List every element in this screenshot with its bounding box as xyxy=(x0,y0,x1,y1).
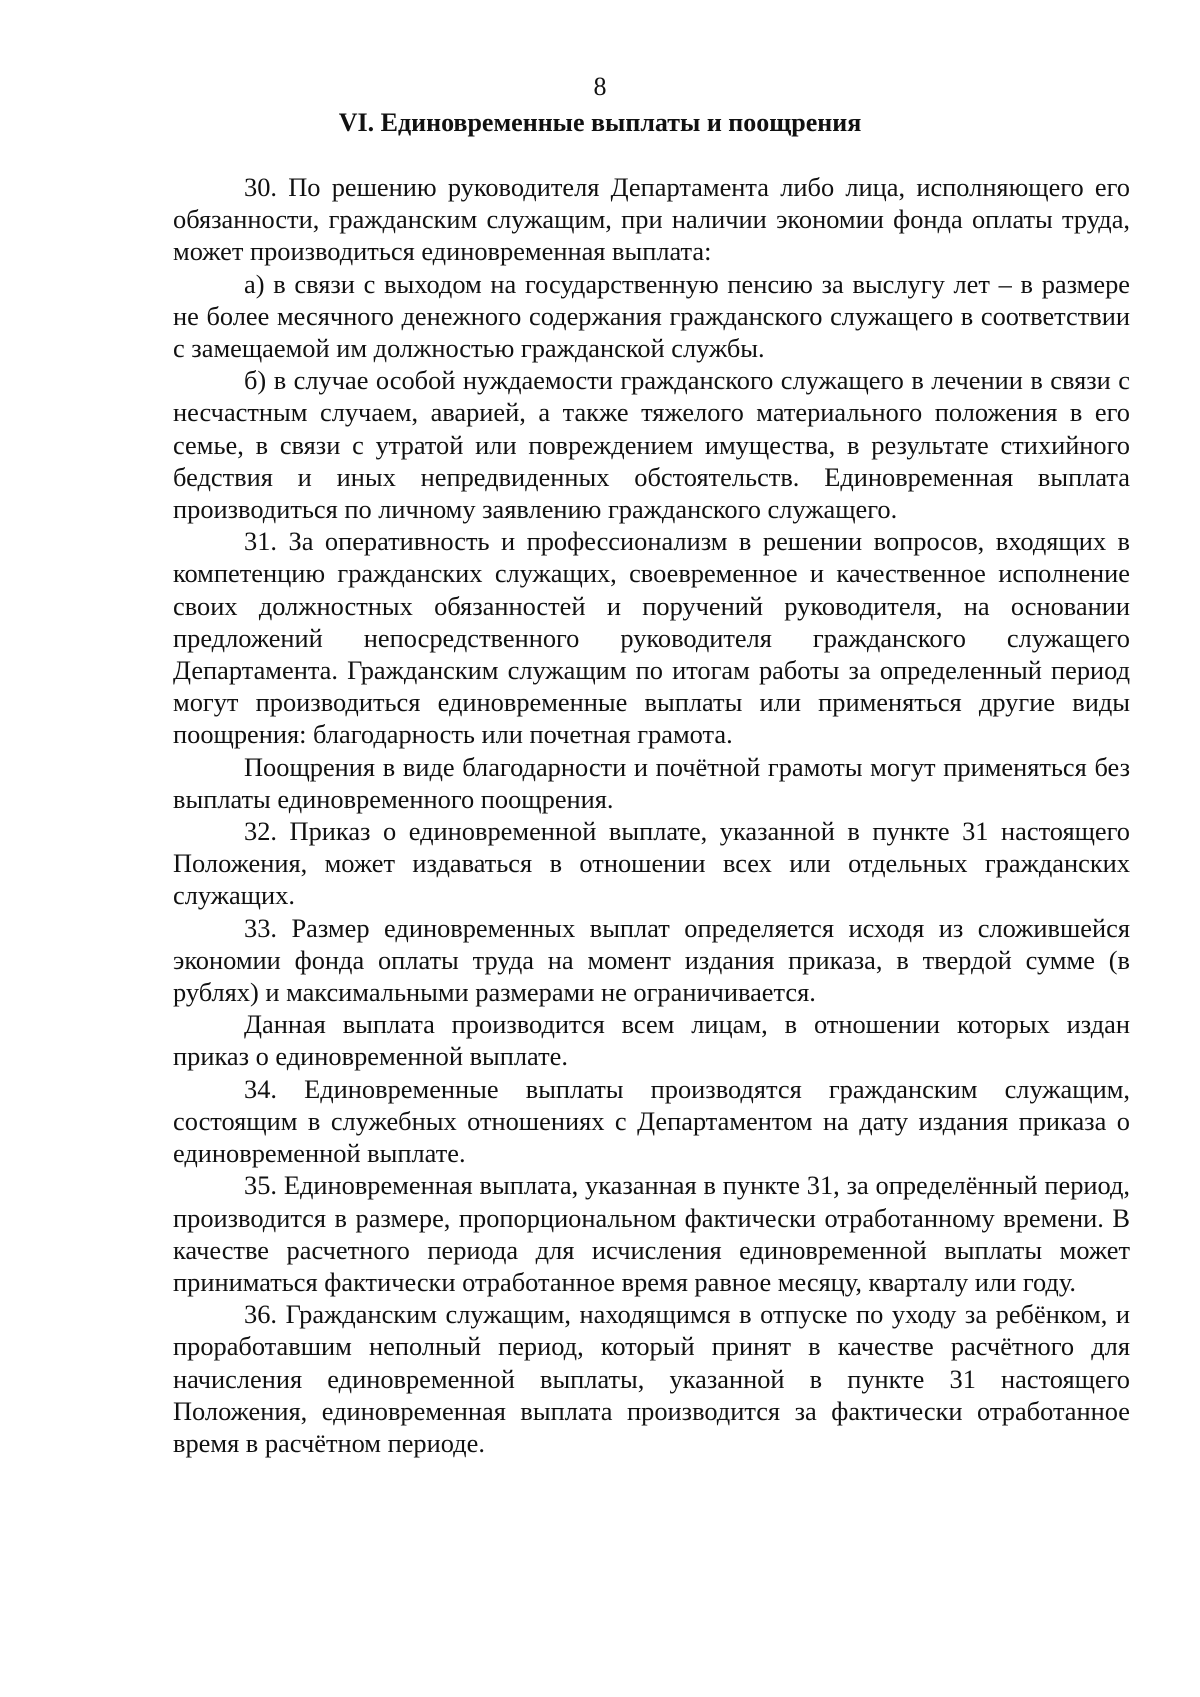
paragraph-34: 34. Единовременные выплаты производятся гражданским служащим, состоящим в служебных отношениях с Департаментом на дату издания приказа о единовременной выплате. xyxy=(173,1073,1130,1169)
section-title: VI. Единовременные выплаты и поощрения xyxy=(338,108,862,137)
paragraph-31-continuation: Поощрения в виде благодарности и почётной грамоты могут применяться без выплаты единовременного поощрения. xyxy=(173,751,1130,814)
paragraph-30-a: а) в связи с выходом на государственную пенсию за выслугу лет – в размере не более месячного денежного содержания гражданского служащего в соответствии с замещаемой им должностью гражданской службы. xyxy=(173,268,1130,364)
page-number: 8 xyxy=(593,72,607,101)
paragraph-30-b: б) в случае особой нуждаемости гражданского служащего в лечении в связи с несчастным случаем, аварией, а также тяжелого материального положения в его семье, в связи с утратой или повреждением имущества, в результате стихийного бедствия и иных непредвиденных обстоятельств. Единовременная выплата производиться по личному заявлению гражданского служащего. xyxy=(173,365,1130,525)
paragraph-33-continuation: Данная выплата производится всем лицам, в отношении которых издан приказ о единовременной выплате. xyxy=(173,1009,1130,1072)
document-body xyxy=(173,171,1130,1459)
paragraph-36: 36. Гражданским служащим, находящимся в отпуске по уходу за ребёнком, и проработавшим неполный период, который принят в качестве расчётного для начисления единовременной выплаты, указанной в пункте 31 настоящего Положения, единовременная выплата производится за фактически отработанное время в расчётном периоде. xyxy=(173,1299,1130,1458)
paragraph-33: 33. Размер единовременных выплат определяется исходя из сложившейся экономии фонда оплаты труда на момент издания приказа, в твердой сумме (в рублях) и максимальными размерами не ограничивается. xyxy=(173,912,1130,1008)
paragraph-30: 30. По решению руководителя Департамента либо лица, исполняющего его обязанности, гражданским служащим, при наличии экономии фонда оплаты труда, может производиться единовременная выплата: xyxy=(173,172,1130,267)
paragraph-32: 32. Приказ о единовременной выплате, указанной в пункте 31 настоящего Положения, может издаваться в отношении всех или отдельных гражданских служащих. xyxy=(173,816,1130,911)
paragraph-35: 35. Единовременная выплата, указанная в пункте 31, за определённый период, производится в размере, пропорциональном фактически отработанному времени. В качестве расчетного периода для исчисления единовременной выплаты может приниматься фактически отработанное время равное месяцу, кварталу или году. xyxy=(173,1170,1130,1297)
paragraph-31: 31. За оперативность и профессионализм в решении вопросов, входящих в компетенцию гражданских служащих, своевременное и качественное исполнение своих должностных обязанностей и поручений руководителя, на основании предложений непосредственного руководителя гражданского служащего Департамента. Гражданским служащим по итогам работы за определенный период могут производиться единовременные выплаты или применяться другие виды поощрения: благодарность или почетная грамота. xyxy=(173,526,1130,750)
